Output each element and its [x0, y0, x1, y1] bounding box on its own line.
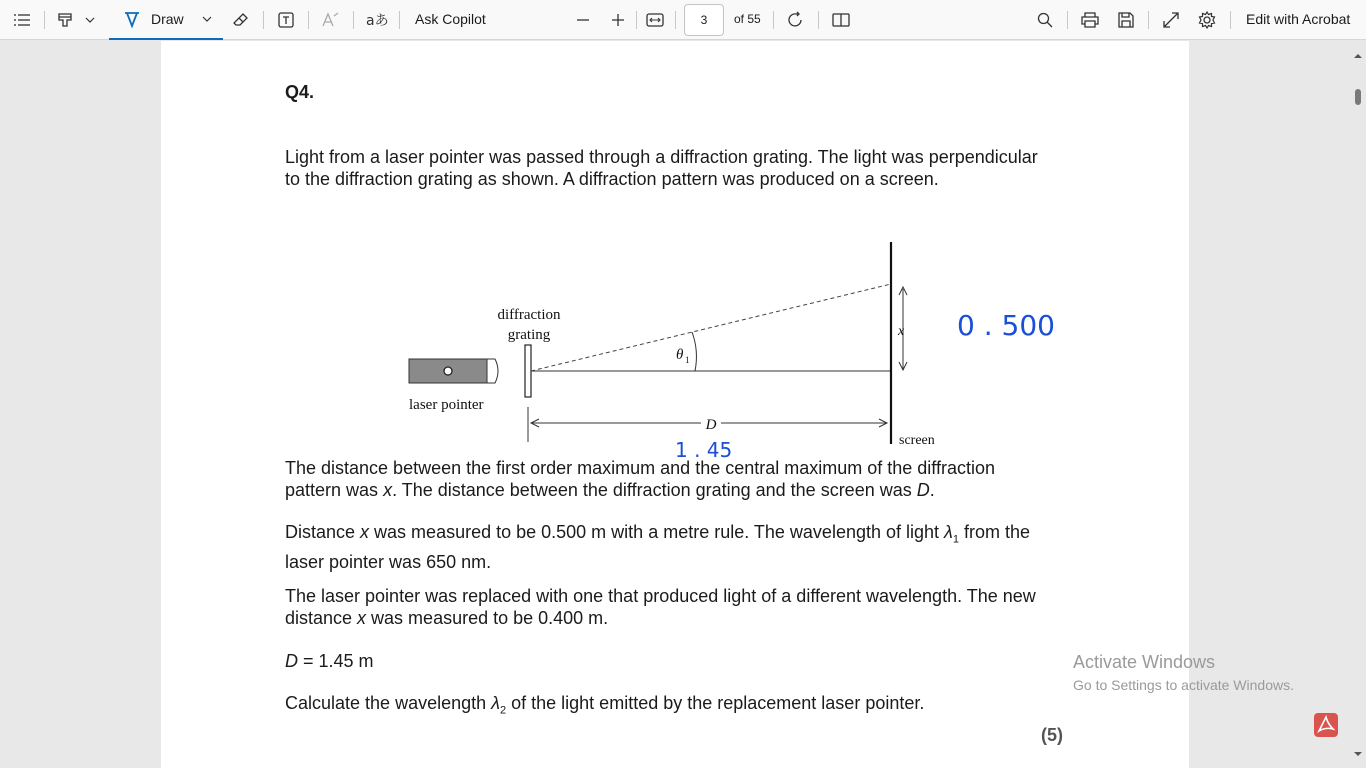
question-para-5: [285, 650, 1055, 672]
scroll-up-arrow-icon[interactable]: [1350, 49, 1366, 63]
search-icon[interactable]: [1034, 0, 1056, 40]
eraser-icon[interactable]: [230, 0, 252, 40]
vertical-scrollbar[interactable]: [1350, 41, 1366, 768]
var-x: x: [357, 608, 367, 628]
laser-pointer-tip: [487, 359, 498, 383]
var-d: D: [285, 651, 298, 671]
text-run: The laser pointer was replaced with one that produced light of a different wavelength. The new distance: [285, 586, 1036, 628]
question-number: Q4.: [285, 82, 315, 102]
edit-with-acrobat-button[interactable]: Edit with Acrobat: [1246, 11, 1351, 27]
angle-arc: [692, 332, 696, 371]
draw-button[interactable]: [109, 0, 223, 40]
read-aloud-icon[interactable]: [320, 0, 342, 40]
draw-dropdown-icon: [202, 16, 212, 22]
page-total: of 55: [734, 12, 761, 26]
page-number-input[interactable]: [684, 4, 724, 36]
activate-windows-watermark: [1073, 652, 1294, 693]
draw-pen-icon: [123, 10, 141, 28]
text-run: was measured to be 0.500 m with a metre rule. The wavelength of light: [369, 522, 945, 542]
handwritten-x-value: 0 . 500: [957, 309, 1055, 342]
rotate-icon[interactable]: [785, 0, 807, 40]
grating-label-line1: diffraction: [497, 307, 561, 323]
zoom-out-icon[interactable]: [574, 0, 592, 40]
expand-icon[interactable]: [1160, 0, 1182, 40]
theta-subscript: 1: [685, 355, 690, 365]
var-x: x: [360, 522, 370, 542]
question-para-2: [285, 457, 1055, 501]
watermark-subtitle: Go to Settings to activate Windows.: [1073, 677, 1294, 693]
question-intro: Light from a laser pointer was passed through a diffraction grating. The light was perpendicular to the diffraction grating as shown. A diffraction pattern was produced on a screen.: [285, 147, 1038, 189]
save-icon[interactable]: [1115, 0, 1137, 40]
text-run: = 1.45 m: [298, 651, 374, 671]
text-run: . The distance between the diffraction grating and the screen was: [392, 480, 917, 500]
translate-icon[interactable]: [364, 0, 388, 40]
var-x: x: [383, 480, 393, 500]
theta-label: θ: [676, 347, 684, 363]
text-box-icon[interactable]: [275, 0, 297, 40]
pdf-page: [161, 41, 1189, 768]
scroll-down-arrow-icon[interactable]: [1350, 747, 1366, 761]
acrobat-icon[interactable]: [1314, 713, 1338, 737]
marks-label: (5): [1041, 725, 1063, 745]
zoom-in-icon[interactable]: [609, 0, 627, 40]
page-view-icon[interactable]: [830, 0, 852, 40]
subscript: 2: [500, 704, 507, 717]
fit-width-icon[interactable]: [644, 0, 666, 40]
first-order-beam: [531, 284, 891, 371]
ask-copilot-button[interactable]: Ask Copilot: [415, 11, 486, 27]
question-para-4: [285, 585, 1055, 629]
diffraction-grating: [525, 345, 531, 397]
text-run: from the laser pointer was 650 nm.: [285, 522, 1031, 572]
question-para-6: [285, 692, 1055, 722]
highlight-icon[interactable]: [54, 0, 76, 40]
screen-label: screen: [899, 433, 935, 448]
contents-icon[interactable]: [10, 0, 34, 40]
question-para-3: [285, 521, 1055, 573]
diffraction-diagram: [401, 231, 1081, 461]
text-run: .: [929, 480, 935, 500]
watermark-title: Activate Windows: [1073, 652, 1216, 672]
var-d: D: [916, 480, 930, 500]
text-run: of the light emitted by the replacement laser pointer.: [506, 693, 925, 713]
svg-text:aあ: aあ: [366, 13, 389, 29]
grating-label-line2: grating: [507, 327, 551, 343]
subscript: 1: [952, 533, 960, 546]
highlight-dropdown-icon[interactable]: [82, 0, 98, 40]
draw-label: Draw: [151, 11, 184, 27]
text-run: Distance: [285, 522, 361, 542]
settings-gear-icon[interactable]: [1196, 0, 1218, 40]
text-run: The distance between the first order maximum and the central maximum of the diffraction pattern was: [285, 458, 995, 500]
laser-pointer-label: laser pointer: [409, 397, 484, 413]
var-lambda: λ: [944, 522, 953, 542]
x-label: x: [898, 324, 905, 339]
laser-pointer-button: [444, 367, 452, 375]
print-icon[interactable]: [1079, 0, 1101, 40]
scrollbar-thumb[interactable]: [1355, 89, 1361, 105]
toolbar: [0, 0, 1366, 40]
text-run: was measured to be 0.400 m.: [366, 608, 609, 628]
text-run: Calculate the wavelength: [285, 693, 492, 713]
d-label: D: [705, 417, 717, 433]
handwritten-d-value: 1 . 45: [675, 438, 733, 462]
var-lambda: λ: [491, 693, 500, 713]
